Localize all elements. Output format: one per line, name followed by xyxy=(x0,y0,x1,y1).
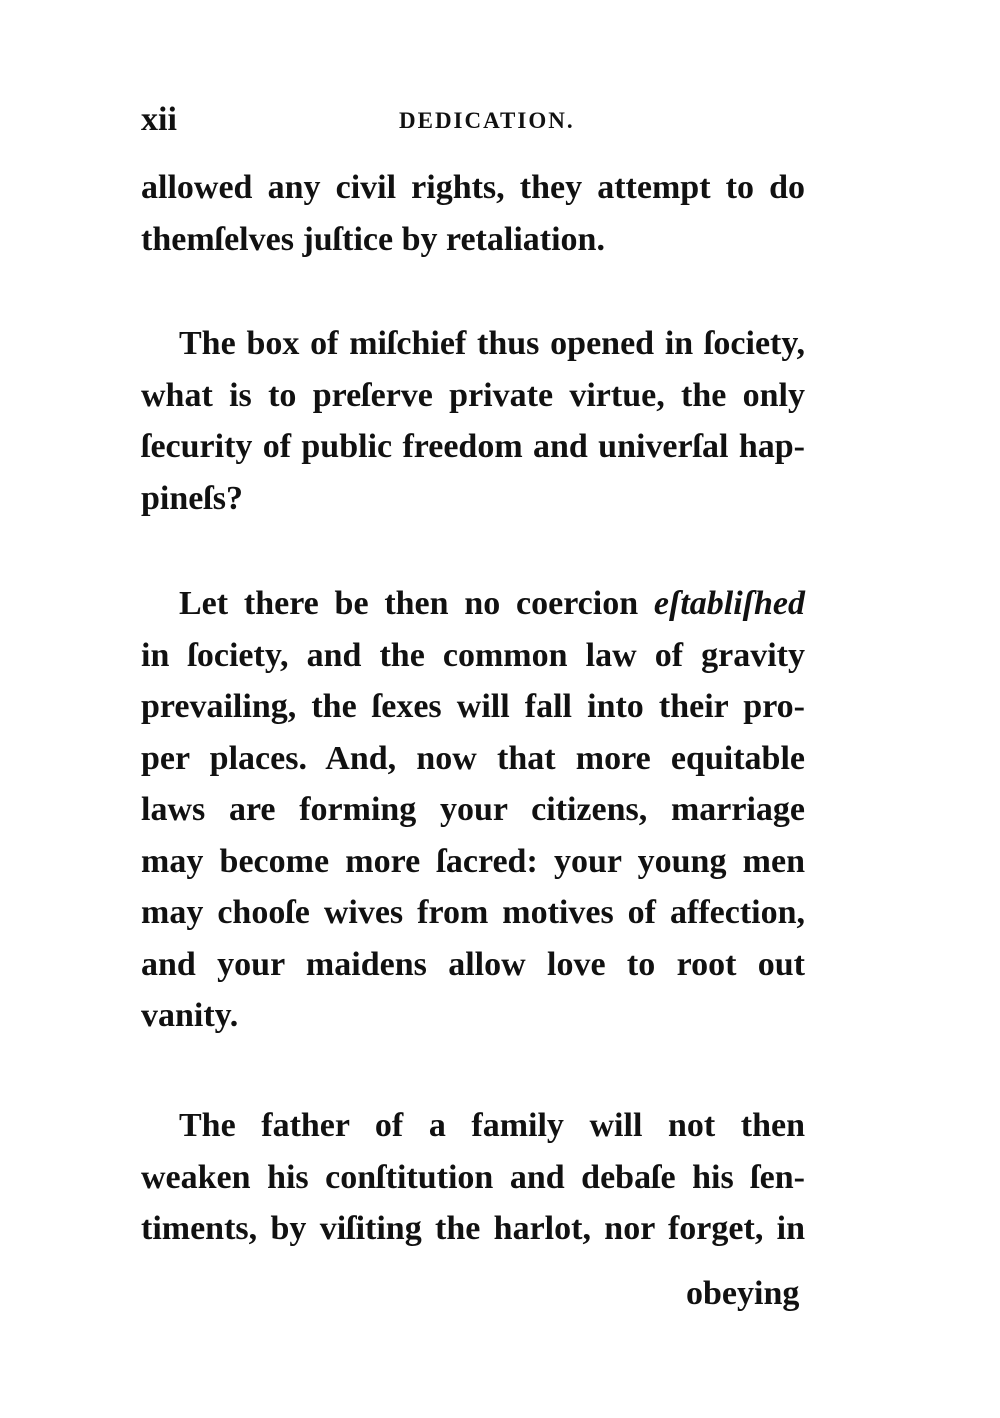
paragraph-1 xyxy=(141,162,805,265)
text-line: may become more ſacred: your young men xyxy=(141,842,805,880)
text-line: what is to preſerve private virtue, the only xyxy=(141,376,805,414)
text-line: laws are forming your citizens, marriage xyxy=(141,791,805,828)
paragraph-2 xyxy=(141,318,805,524)
paragraph-3 xyxy=(141,578,805,1042)
text-line xyxy=(141,578,805,630)
text-line: per places. And, now that more equitable xyxy=(141,739,805,777)
text-line: in ſociety, and the common law of gravity xyxy=(141,636,805,674)
paragraph-4 xyxy=(141,1100,805,1255)
running-head: DEDICATION. xyxy=(399,108,575,133)
text-line: prevailing, the ſexes will fall into their pro- xyxy=(141,688,805,725)
text-line: ſecurity of public freedom and univerſal hap- xyxy=(141,428,805,465)
text-line: pineſs? xyxy=(141,479,244,517)
text-line: The father of a family will not then xyxy=(179,1107,805,1144)
text-line: The box of miſchief thus opened in ſociety, xyxy=(179,325,805,362)
italic-word: eſtabliſhed xyxy=(653,585,805,622)
text-line: allowed any civil rights, they attempt to do xyxy=(141,169,805,206)
text-fragment: Let there be then no coercion xyxy=(179,585,654,622)
text-line: weaken his conſtitution and debaſe his ſen- xyxy=(141,1158,805,1196)
page-header xyxy=(141,100,801,140)
page-number: xii xyxy=(141,101,177,138)
text-line: and your maidens allow love to root out xyxy=(141,945,805,983)
text-line: timents, by viſiting the harlot, nor forget, in xyxy=(141,1210,805,1247)
text-line: vanity. xyxy=(141,997,239,1034)
text-line: themſelves juſtice by retaliation. xyxy=(141,220,605,258)
text-line: may chooſe wives from motives of affection, xyxy=(141,894,805,931)
catchword: obeying xyxy=(686,1275,800,1312)
